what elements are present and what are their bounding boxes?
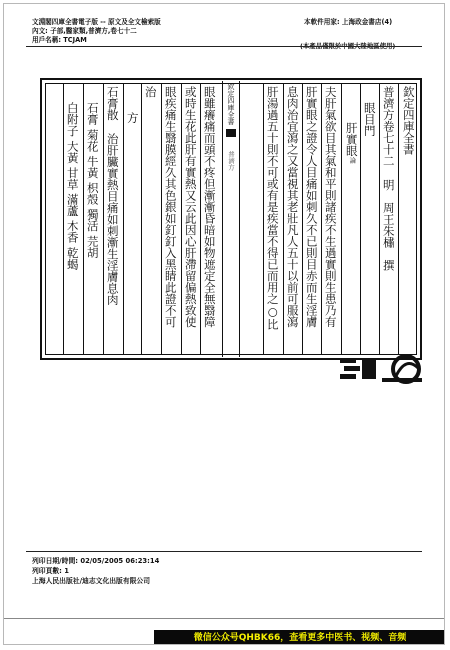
column-text: 普濟方卷七十二: [381, 86, 396, 167]
column-note: 治肝臟實熱目痛如刺漸生淫膚息肉: [105, 133, 120, 306]
header-licensee: 本軟件用家: 上海政金書店(4): [304, 18, 393, 26]
column-rule: [341, 84, 342, 354]
column-c11: [163, 86, 178, 328]
column-c02: [381, 86, 396, 271]
column-text: 白附子 大黃 甘草 滿蘆 木香 乾蝎: [65, 102, 80, 270]
column-rule: [360, 84, 361, 354]
column-text: 石膏 菊花 牛黃 枳殼 獨活 芫胡: [85, 102, 100, 259]
column-rule: [302, 84, 303, 354]
column-text: 方: [125, 112, 140, 124]
center-fold-title: 欽定四庫全書: [227, 83, 235, 125]
book-page-frame: [40, 78, 422, 360]
column-c01: [401, 86, 416, 155]
publisher-name: 上海人民出版社/迪志文化出版有限公司: [32, 577, 151, 585]
column-text: 欽定四庫全書: [401, 86, 416, 155]
column-text: 肝實眼: [344, 122, 359, 157]
promo-banner: 微信公众号QHBK66，查看更多中医书、视频、音频: [154, 630, 445, 645]
header-right: [300, 18, 396, 50]
column-text: 眼目門: [362, 102, 377, 137]
column-c05: [323, 86, 338, 328]
column-note: 論: [348, 156, 357, 163]
column-c14: [105, 86, 120, 306]
column-text: 治: [143, 86, 158, 98]
footer-divider: [26, 551, 422, 552]
column-text: 息肉治宜瀉之又當視其老壯凡人五十以前可服瀉: [285, 86, 300, 328]
page-bottom-edge: [4, 618, 444, 619]
column-rule: [321, 84, 322, 354]
column-rule: [181, 84, 182, 354]
column-c07: [285, 86, 300, 328]
publisher-logo-icon: [340, 354, 426, 388]
column-rule: [379, 84, 380, 354]
column-c13: [125, 112, 140, 124]
print-datetime: 列印日期/時間: 02/05/2005 06:23:14: [32, 557, 160, 565]
column-text: 夫肝氣欲目其氣和平則諸疾不生過實則生患乃有: [323, 86, 338, 328]
column-c10: [183, 86, 198, 328]
column-rule: [398, 84, 399, 354]
column-c15: [85, 102, 100, 258]
column-author: 明 周王朱橚 撰: [381, 179, 396, 272]
center-fold-column: [222, 81, 240, 357]
print-footer: [32, 556, 159, 586]
column-rule: [283, 84, 284, 354]
column-c03: [362, 102, 377, 137]
document-page: [3, 3, 445, 645]
center-fold-subtitle: 普濟方: [227, 151, 235, 171]
column-text: 肝湯過五十則不可或有是疾當不得已而用之○比: [265, 86, 280, 330]
column-c06: [304, 86, 319, 328]
column-rule: [161, 84, 162, 354]
column-text: 眼疾痛生翳膜經久其色銀如釘釘入黑睛此證不可: [163, 86, 178, 328]
header-title: 文淵閣四庫全書電子版 -- 原文及全文檢索版: [32, 18, 161, 26]
column-rule: [123, 84, 124, 354]
column-c12: [143, 86, 158, 98]
header-divider: [26, 46, 422, 47]
print-pages: 列印頁數: 1: [32, 567, 70, 575]
column-rule: [200, 84, 201, 354]
fishtail-mark-icon: [226, 129, 236, 137]
header-user: 用戶名稱: TCJAM: [32, 36, 87, 44]
column-c16: [65, 102, 80, 270]
column-rule: [141, 84, 142, 354]
column-rule: [83, 84, 84, 354]
header-content-path: 內文: 子部,醫家類,普濟方,卷七十二: [32, 27, 137, 35]
column-rule: [63, 84, 64, 354]
column-text: 石膏散: [105, 86, 120, 121]
header-notice: (本產品僅限於中國大陸地區使用): [300, 42, 396, 50]
column-text: 肝實眼之證令人目痛如刺久不已則目赤而生淫膚: [304, 86, 319, 328]
column-c09: [202, 86, 217, 328]
column-text: 或時生花此肝有實熱又云此因心肝滯留偏熱致使: [183, 86, 198, 328]
header-left: [32, 18, 161, 45]
column-c04: [344, 122, 359, 163]
column-rule: [103, 84, 104, 354]
column-rule: [263, 84, 264, 354]
book-inner-frame: [45, 83, 417, 355]
column-c08: [265, 86, 280, 330]
column-text: 眼雖癢痛而頭不疼但漸漸昏暗如物遮定全無翳障: [202, 86, 217, 328]
